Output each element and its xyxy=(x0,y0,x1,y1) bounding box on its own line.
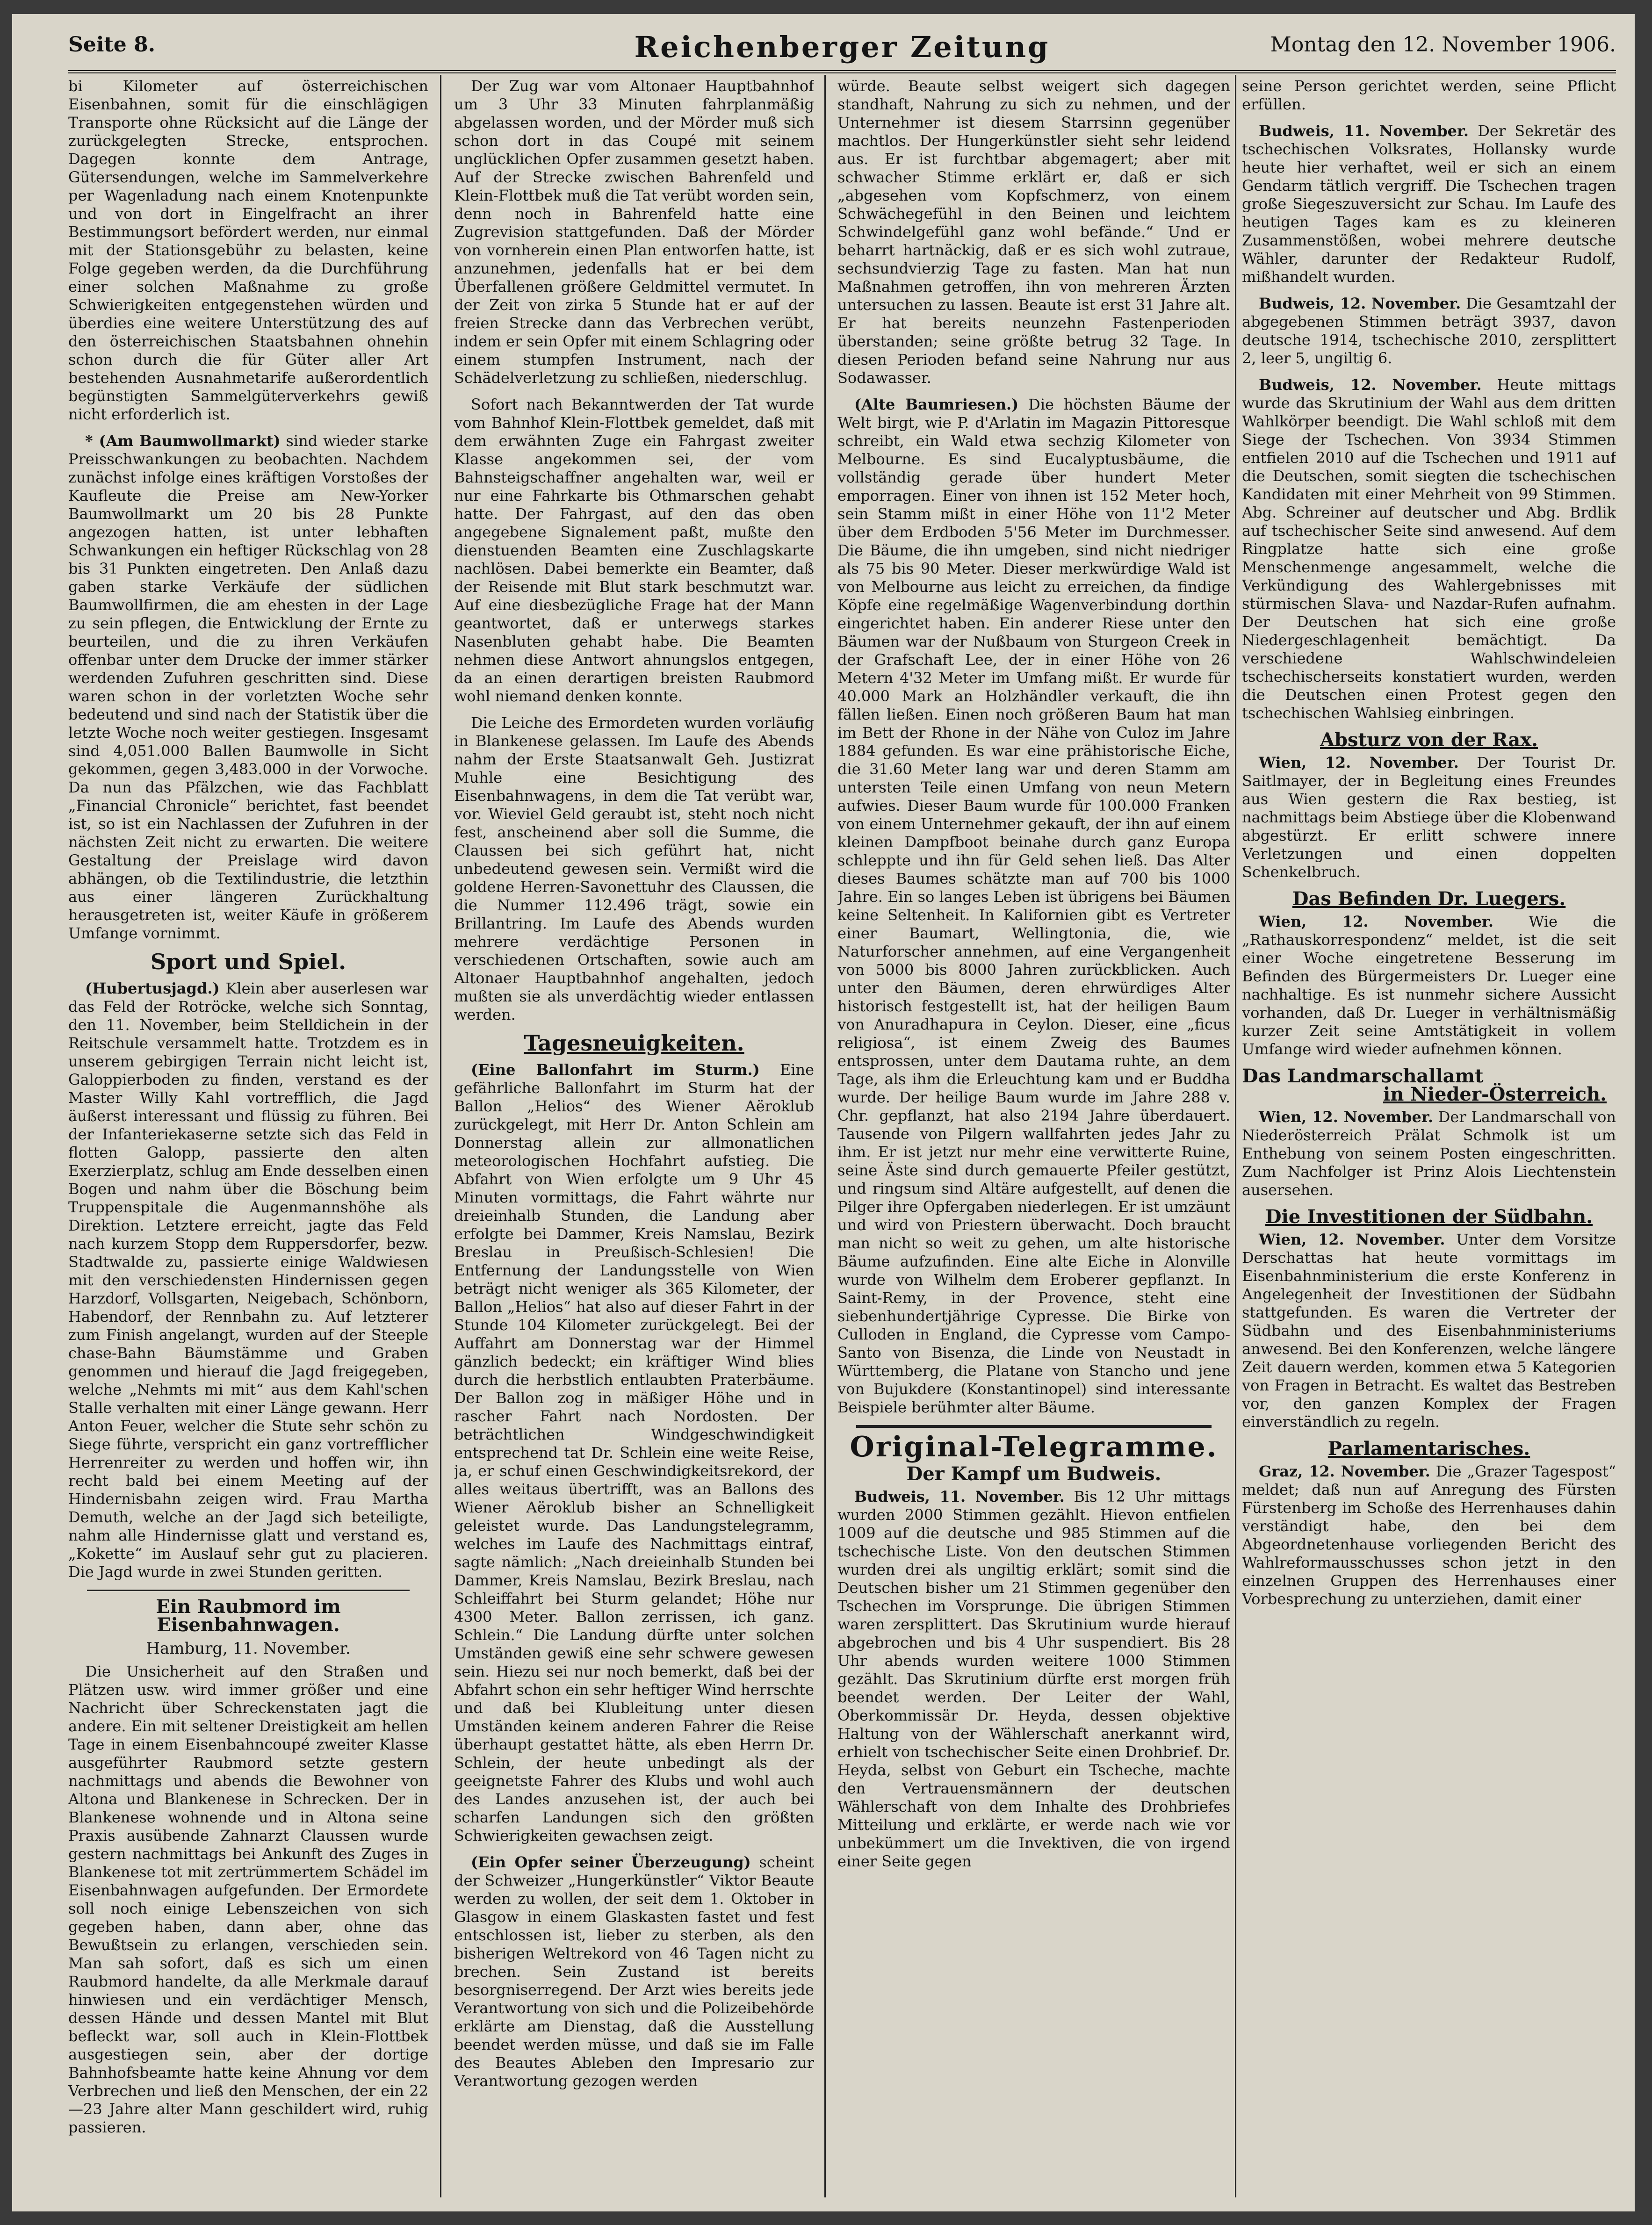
article-paragraph: Sofort nach Bekanntwerden der Tat wurde vom Bahnhof Klein-Flottbek gemeldet, daß mit dem erwähnten Zuge ein Fahrgast zweiter Klasse angekommen sei, der vom Bahnsteigschaffner angehalten war, weil er nur eine Fahrkarte bis Othmarschen gehabt hatte. Der Fahrgast, auf den das oben angegebene Signalement paßt, mußte den dienstuenden Beamten eine Zuschlagskarte nachlösen. Dabei bemerkte ein Beamter, daß der Reisende mit Blut stark beschmutzt war. Auf eine diesbezügliche Frage hat der Mann geantwortet, daß er unterwegs starkes Nasenbluten gehabt habe. Die Beamten nehmen diese Antwort ahnungslos entgegen, da an einen derartigen breisten Raubmord wohl niemand denken konnte. xyxy=(454,396,814,705)
article-paragraph: Der Zug war vom Altonaer Hauptbahnhof um 3 Uhr 33 Minuten fahrplanmäßig abgelassen worden, und der Mörder muß sich schon dort in das Coupé mit seinem unglücklichen Opfer zusammen gesetzt haben. Auf der Strecke zwischen Bahrenfeld und Klein-Flottbek muß die Tat verübt worden sein, denn noch in Bahrenfeld hatte eine Zugrevision stattgefunden. Daß der Mörder von vornherein einen Plan entworfen hatte, ist anzunehmen, jedenfalls hat er bei dem Überfallenen größere Geldmittel vermutet. In der Zeit von zirka 5 Stunde hat er auf der freien Strecke dann das Verbrechen verübt, indem er sein Opfer mit einem Schlagring oder einem stumpfen Instrument, nach der Schädelverletzung zu schließen, niederschlug. xyxy=(454,77,814,387)
article-text: scheint der Schweizer „Hungerkünstler“ Viktor Beaute werden zu wollen, der seit dem 1. Oktober in Glasgow in einem Glaskasten fastet und fest entschlossen ist, lieber zu sterben, als den bisherigen Weltrekord von 46 Tagen nicht zu brechen. Sein Zustand ist bereits besorgniserregend. Der Arzt wies bereits jede Verantwortung von sich und die Polizeibehörde erklärte am Dienstag, daß die Ausstellung beendet werden müsse, und daß sie im Falle des Beautes Ableben den Impresario zur Verantwortung gezogen werden xyxy=(454,1853,814,2090)
headline-raubmord: Ein Raubmord im Eisenbahnwagen. xyxy=(156,1596,341,1636)
dateline: Wien, 12. November. xyxy=(1259,913,1493,930)
dateline: Budweis, 11. November. xyxy=(1259,122,1469,140)
article-text: Der Landmarschall von Niederösterreich Prälat Schmolk ist um Enthebung von seinem Posten eingeschritten. Zum Nachfolger ist Prinz Alois Liechtenstein ausersehen. xyxy=(1242,1108,1616,1199)
article-paragraph xyxy=(68,432,428,943)
article-text: Eine gefährliche Ballonfahrt im Sturm hat der Ballon „Helios“ des Wiener Aëroklub zurückgelegt, mit Herr Dr. Anton Schlein am Donnerstag allein zur allmonatlichen meteorologischen Hochfahrt aufstieg. Die Abfahrt von Wien erfolgte um 9 Uhr 45 Minuten vormittags, die Fahrt währte nur dreieinhalb Stunden, die Landung aber erfolgte bei Dammer, Kreis Namslau, Bezirk Breslau in Preußisch-Schlesien! Die Entfernung der Landungsstelle von Wien beträgt nicht weniger als 365 Kilometer, der Ballon „Helios“ hat also auf dieser Fahrt in der Stunde 104 Kilometer zurückgelegt. Bei der Auffahrt am Donnerstag war der Himmel gänzlich bedeckt; ein kräftiger Wind blies durch die herbstlich entlaubten Praterbäume. Der Ballon zog in mäßiger Höhe und in rascher Fahrt nach Nordosten. Der beträchtlichen Windgeschwindigkeit entsprechend tat Dr. Schlein eine weite Reise, ja, er schuf einen Geschwindigkeitsrekord, der alles weitaus übertrifft, was an Ballons des Wiener Aëroklub bisher an Schnelligkeit geleistet wurde. Das Landungstelegramm, welches im Laufe des Nachmittags eintraf, sagte nämlich: „Nach dreieinhalb Stunden bei Dammer, Kreis Namslau, Bezirk Breslau, nach Schleiffahrt bei Sturm gelandet; Höhe nur 4300 Meter. Ballon zerrissen, ich ganz. Schlein.“ Die Landung dürfte unter solchen Umständen gewiß eine sehr schwere gewesen sein. Hiezu sei nur noch bemerkt, daß bei der Abfahrt schon ein sehr heftiger Wind herrschte und daß bei Klubleitung unter diesen Umständen keinem anderen Fahrer die Reise überhaupt gestattet hätte, als eben Herrn Dr. Schlein, der heute unbedingt als der geeignetste Fahrer des Klubs und wohl auch des Landes anzusehen ist, der auch bei scharfen Landungen sich den größten Schwierigkeiten gewachsen zeigt. xyxy=(454,1061,814,1844)
article-text: Heute mittags wurde das Skrutinium der Wahl aus dem dritten Wahlkörper beendigt. Die Wahl schloß mit dem Siege der Tschechen. Von 3934 Stimmen entfielen 2010 auf die Tschechen und 1911 auf die Deutschen, somit siegten die tschechischen Kandidaten mit einer Mehrheit von 99 Stimmen. Abg. Schreiner auf deutscher und Abg. Brdlik auf tschechischer Seite sind anwesend. Auf dem Ringplatze hatte sich eine große Menschenmenge angesammelt, welche die Verkündigung des Wahlergebnisses mit stürmischen Slava- und Nazdar-Rufen aufnahm. Der Deutschen hat sich eine große Niedergeschlagenheit bemächtigt. Da verschiedene Wahlschwindeleien tschechischerseits konstatiert wurden, werden die Deutschen einen Protest gegen den tschechischen Wahlsieg einbringen. xyxy=(1242,376,1616,722)
article-paragraph: seine Person gerichtet werden, seine Pflicht erfüllen. xyxy=(1242,77,1616,113)
page-header xyxy=(68,30,1616,73)
article-paragraph: Die Leiche des Ermordeten wurden vorläufig in Blankenese gelassen. Im Laufe des Abends nahm der Erste Staatsanwalt Geh. Justizrat Muhle eine Besichtigung des Eisenbahnwagens, in dem die Tat verübt war, vor. Wieviel Geld geraubt ist, steht noch nicht fest, anscheinend aber soll die Summe, die Claussen bei sich geführt hat, nicht unbedeutend gewesen sein. Vermißt wird die goldene Herren-Savonettuhr des Claussen, die die Nummer 112.496 trägt, sowie ein Brillantring. Im Laufe des Abends wurden mehrere verdächtige Personen in verschiedenen Ortschaften, sowie auch am Altonaer Hauptbahnhof angehalten, jedoch mußten sie als unverdächtig wieder entlassen werden. xyxy=(454,714,814,1023)
dateline: Wien, 12. November. xyxy=(1259,1108,1433,1126)
newspaper-title: Reichenberger Zeitung xyxy=(634,30,1050,64)
article-lead: * (Am Baumwollmarkt) xyxy=(85,432,281,450)
dateline: Wien, 12. November. xyxy=(1259,754,1459,771)
article-text: Die „Grazer Tagespost“ meldet; daß nun auf Anregung des Fürsten Fürstenberg im Schoße des Herrenhauses dahin verständigt habe, den bei dem Abgeordnetenhause vorliegenden Bericht des Wahlreformausschusses schon jetzt in den einzelnen Gruppen des Herrenhauses einer Vorbesprechung zu unterziehen, damit einer xyxy=(1242,1462,1616,1608)
dateline: Budweis, 12. November. xyxy=(1259,295,1461,312)
headline-suedbahn: Die Investitionen der Südbahn. xyxy=(1265,1206,1593,1228)
article-paragraph xyxy=(837,396,1230,1417)
column-divider xyxy=(1235,75,1236,2197)
article-paragraph xyxy=(837,1488,1230,1871)
article-paragraph xyxy=(1242,295,1616,367)
article-text: Unter dem Vorsitze Derschattas hat heute vormittags im Eisenbahnministerium die erste Konferenz in Angelegenheit der Investitionen der Südbahn stattgefunden. Es waren die Vertreter der Südbahn und des Eisenbahnministeriums anwesend. Bei den Konferenzen, welche längere Zeit dauern werden, kommen etwa 5 Kategorien von Fragen in Betracht. Es waltet das Bestreben vor, den ganzen Komplex der Fragen einverständlich zu regeln. xyxy=(1242,1231,1616,1431)
article-paragraph xyxy=(1242,913,1616,1058)
headline-parlamentarisches: Parlamentarisches. xyxy=(1327,1438,1530,1460)
page-number: Seite 8. xyxy=(68,33,156,57)
section-title-tagesneuigkeiten: Tagesneuigkeiten. xyxy=(524,1030,744,1056)
headline-landmarschall: Das Landmarschallamt xyxy=(1242,1065,1484,1087)
article-paragraph: würde. Beaute selbst weigert sich dagegen standhaft, Nahrung zu sich zu nehmen, und der Unternehmer ist diesem Starrsinn gegenüber machtlos. Der Hungerkünstler sieht sehr leidend aus. Er ist furchtbar abgemagert; aber mit schwacher Stimme erklärt er, daß er sich „abgesehen vom Kopfschmerz, von einem Schwächegefühl in den Beinen und leichtem Schwindelgefühl ganz wohl befände.“ Und er beharrt hartnäckig, daß er es sich wohl zutraue, sechsundvierzig Tage zu fasten. Man hat nun Maßnahmen getroffen, ihn von mehreren Ärzten untersuchen zu lassen. Beaute ist erst 31 Jahre alt. Er hat bereits neunzehn Fastenperioden überstanden; seine größte betrug 32 Tage. In diesen Perioden befand seine Nahrung nur aus Sodawasser. xyxy=(837,77,1230,387)
article-lead: (Alte Baumriesen.) xyxy=(854,396,1019,413)
article-paragraph xyxy=(1242,376,1616,722)
article-paragraph: Die Unsicherheit auf den Straßen und Plätzen usw. wird immer größer und eine Nachricht über Schreckenstaten jagt die andere. Ein mit seltener Dreistigkeit am hellen Tage in einem Eisenbahncoupé zweiter Klasse ausgeführter Raubmord setzte gestern nachmittags und abends die Bewohner von Altona und Blankenese in Schrecken. Der in Blankenese wohnende und in Altona seine Praxis ausübende Zahnarzt Claussen wurde gestern nachmittags bei Ankunft des Zuges in Blankenese tot mit zertrümmertem Schädel im Eisenbahnwagen aufgefunden. Der Ermordete soll noch einige Lebenszeichen von sich gegeben haben, dann aber, ohne das Bewußtsein zu erlangen, verschieden sein. Man sah sofort, daß es sich um einen Raubmord handelte, da alle Merkmale darauf hinwiesen und ein verdächtiger Mensch, dessen Hände und dessen Mantel mit Blut befleckt war, soll auch in Klein-Flottbek ausgestiegen sein, aber der dortige Bahnhofsbeamte hatte keine Ahnung vor dem Verbrechen und ließ den Menschen, der ein 22—23 Jahre alter Mann geschildert wird, ruhig passieren. xyxy=(68,1663,428,2136)
dateline: Budweis, 12. November. xyxy=(1259,376,1482,394)
divider xyxy=(856,1425,1212,1428)
article-lead: (Ein Opfer seiner Überzeugung) xyxy=(471,1853,751,1871)
headline-lueger: Das Befinden Dr. Luegers. xyxy=(1292,888,1566,910)
section-title-sport: Sport und Spiel. xyxy=(150,949,346,974)
headline-rax: Absturz von der Rax. xyxy=(1320,729,1538,751)
dateline: Wien, 12. November. xyxy=(1259,1231,1445,1248)
article-text: Klein aber auserlesen war das Feld der Rotröcke, welche sich Sonntag, den 11. November, beim Stelldichein in der Reitschule versammelt hatte. Trotzdem es in unserem gebirgigen Terrain nicht leicht ist, Galoppierboden zu finden, verstand es der Master Willy Kahl vortrefflich, die Jagd äußerst interessant und flüssig zu führen. Bei der Infanteriekaserne setzte sich das Feld in flotten Galopp, passierte den alten Exerzierplatz, schlug am Ende desselben einen Bogen und nahm über die Böschung beim Truppenspitale die Augenmannshöhe als Direktion. Letztere erreicht, jagte das Feld nach kurzem Stopp dem Ruppersdorfer, bezw. Stadtwalde zu, passierte einige Waldwiesen mit den verschiedensten Hindernissen gegen Harzdorf, Vollsgarten, Neigebach, Schönborn, Habendorf, der Rennbahn zu. Auf letzterer zum Finish angelangt, wurden auf der Steeple chase-Bahn Bäumstämme und Graben genommen und hierauf die Jagd freigegeben, welche „Nehmts mi mit“ aus dem Kahl'schen Stalle verhalten mit einer Länge gewann. Herr Anton Feuer, welcher die Stute sehr schön zu Siege führte, verspricht ein ganz vortrefflicher Herrenreiter zu werden und hoffen wir, ihn recht bald bei einem Meeting auf der Hindernisbahn zeigen wird. Frau Martha Demuth, welche an der Jagd sich beteiligte, nahm alle Hindernisse glatt und verstand es, „Kokette“ im Auslauf sehr gut zu placieren. Die Jagd wurde in zwei Stunden geritten. xyxy=(68,979,428,1581)
article-lead: (Eine Ballonfahrt im Sturm.) xyxy=(471,1061,760,1079)
article-paragraph xyxy=(454,1853,814,2090)
column-divider xyxy=(824,75,826,2197)
article-paragraph xyxy=(1242,754,1616,881)
article-paragraph xyxy=(68,979,428,1581)
column-2 xyxy=(454,77,814,2197)
article-paragraph xyxy=(454,1061,814,1845)
article-paragraph xyxy=(1242,122,1616,286)
dateline: Hamburg, 11. November. xyxy=(146,1639,351,1658)
headline-landmarschall-2: in Nieder-Österreich. xyxy=(1383,1083,1607,1105)
article-text: Die Gesamtzahl der abgegebenen Stimmen beträgt 3937, davon deutsche 1914, tschechische 2010, zersplittert 2, leer 5, ungiltig 6. xyxy=(1242,295,1616,367)
issue-date: Montag den 12. November 1906. xyxy=(1270,33,1616,57)
column-1 xyxy=(68,77,428,2197)
dateline: Budweis, 11. November. xyxy=(854,1488,1065,1505)
newspaper-page xyxy=(12,14,1635,2211)
dateline: Graz, 12. November. xyxy=(1259,1462,1430,1480)
article-text: Bis 12 Uhr mittags wurden 2000 Stimmen gezählt. Hievon entfielen 1009 auf die deutsche und 985 Stimmen auf die tschechische Liste. Von den deutschen Stimmen wurden drei als ungiltig erklärt; somit sind die Deutschen bisher um 21 Stimmen gegenüber den Tschechen im Vorsprunge. Die übrigen Stimmen waren zersplittert. Das Skrutinium wurde hierauf abgebrochen und bis 4 Uhr suspendiert. Bis 28 Uhr abends wurden weitere 1000 Stimmen gezählt. Das Skrutinium dürfte erst morgen früh beendet werden. Der Leiter der Wahl, Oberkommissär Dr. Heyda, dessen objektive Haltung von der Wählerschaft anerkannt wird, erhielt von tschechischer Seite einen Drohbrief. Dr. Heyda, selbst von Geburt ein Tscheche, machte den Vertrauensmännern der deutschen Wählerschaft von dem Inhalte des Drohbriefes Mitteilung und erklärte, er werde nach wie vor unbekümmert um die Invektiven, die von irgend einer Seite gegen xyxy=(837,1488,1230,1870)
column-divider xyxy=(440,75,441,2197)
article-paragraph xyxy=(1242,1231,1616,1431)
article-paragraph: bi Kilometer auf österreichischen Eisenbahnen, somit für die einschlägigen Transporte ohne Rücksicht auf die Länge der zurückgelegten Strecke, entsprochen. Dagegen konnte dem Antrage, Gütersendungen, welche im Sammelverkehre per Wagenladung nach einem Knotenpunkte und von dort in Eingelfracht an ihrer Bestimmungsort befördert werden, nur einmal mit der Stationsgebühr zu belasten, keine Folge gegeben werden, da die Durchführung einer solchen Maßnahme zu große Schwierigkeiten entgegenstehen würden und überdies eine weitere Unterstützung des auf den österreichischen Staatsbahnen ohnehin schon durch die für Güter aller Art bestehenden Ausnahmetarife außerordentlich begünstigten Sammelgüterverkehrs gewiß nicht erforderlich ist. xyxy=(68,77,428,423)
article-text: Der Tourist Dr. Saitlmayer, der in Begleitung eines Freundes aus Wien gestern die Rax bestieg, ist nachmittags beim Abstiege über die Klobenwand abgestürzt. Er erlitt schwere innere Verletzungen und einen doppelten Schenkelbruch. xyxy=(1242,754,1616,881)
article-paragraph xyxy=(1242,1108,1616,1199)
article-text: Die höchsten Bäume der Welt birgt, wie P. d'Arlatin im Magazin Pittoresque schreibt, ein Wald etwa sechzig Kilometer von Melbourne. Es sind Eucalyptusbäume, die vollständig gerade über hundert Meter emporragen. Einer von ihnen ist 152 Meter hoch, sein Stamm mißt in einer Höhe von 11'2 Meter über dem Erdboden 5'56 Meter im Durchmesser. Die Bäume, die ihn umgeben, sind nicht niedriger als 75 bis 90 Meter. Dieser merkwürdige Wald ist von Melbourne aus leicht zu erreichen, da findige Köpfe eine regelmäßige Wagenverbindung dorthin eingerichtet haben. Ein anderer Riese unter den Bäumen war der Nußbaum von Sturgeon Creek in der Grafschaft Lee, der in einer Höhe von 26 Metern 4'32 Meter im Umfang mißt. Er wurde für 40.000 Mark an Holzhändler verkauft, die ihn fällen ließen. Einen noch größeren Baum hat man im Bett der Rhone in der Nähe von Culoz im Jahre 1884 gefunden. Es war eine prähistorische Eiche, die 31.60 Meter lang war und deren Stamm am untersten Teile einen Umfang von neun Metern aufwies. Dieser Baum wurde für 100.000 Franken von einem Unternehmer gekauft, der ihn auf einem kleinen Dampfboot beinahe durch ganz Europa schleppte und ihn für Geld sehen ließ. Das Alter dieses Baumes schätzte man auf 700 bis 1000 Jahre. Ein so langes Leben ist übrigens bei Bäumen keine Seltenheit. In Kalifornien gibt es Vertreter einer Baumart, Wellingtonia, die, wie Naturforscher annehmen, auf eine Vergangenheit von 5000 bis 8000 Jahren zurückblicken. Auch unter den Bäumen, deren ehrwürdiges Alter historisch festgestellt ist, hat der heiligen Baum von Anuradhapura in Ceylon. Dieser, eine „ficus religiosa“, ist einem Zweig des Baumes entsprossen, unter dem Dautama ruhte, an dem Tage, als ihm die Erleuchtung kam und er Buddha wurde. Der heilige Baum wurde im Jahre 288 v. Chr. gepflanzt, hat also 2194 Jahre überdauert. Tausende von Pilgern wallfahrten jedes Jahr zu ihm. Er ist jetzt nur mehr eine verwitterte Ruine, seine Äste sind durch gemauerte Pfeiler gestützt, und ringsum sind Altäre aufgestellt, auf denen die Pilger ihre Opfergaben niederlegen. Er ist umzäunt und wird von Priestern überwacht. Doch braucht man nicht so weit zu gehen, um alte historische Bäume aufzufinden. Eine alte Eiche in Alonville wurde von Wilhelm dem Eroberer gepflanzt. In Saint-Remy, in der Provence, steht eine siebenhundertjährige Cypresse. Die Birke von Culloden in England, die Cypresse vom Campo-Santo von Bisenza, die Linde von Neustadt in Württemberg, die Platane von Stancho und jene von Bujukdere (Konstantinopel) sind interessante Beispiele berühmter alter Bäume. xyxy=(837,396,1230,1416)
article-text: Wie die „Rathauskorrespondenz“ meldet, ist die seit einer Woche eingetretene Besserung im Befinden des Bürgermeisters Dr. Lueger eine nachhaltige. Es ist nunmehr sichere Aussicht vorhanden, daß Dr. Lueger in verhältnismäßig kurzer Zeit seine Amtstätigkeit in vollem Umfange wird wieder aufnehmen können. xyxy=(1242,913,1616,1058)
headline-budweis: Der Kampf um Budweis. xyxy=(906,1463,1161,1485)
column-3 xyxy=(837,77,1230,2197)
column-4 xyxy=(1242,77,1616,2197)
divider xyxy=(87,1590,410,1591)
article-paragraph xyxy=(1242,1462,1616,1608)
article-text: Der Sekretär des tschechischen Volksrates, Hollansky wurde heute hier verhaftet, weil er sich an einem Gendarm tätlich vergriff. Die Tschechen tragen große Siegeszuversicht zur Schau. Im Laufe des heutigen Tages kam es zu kleineren Zusammenstößen, wobei mehrere deutsche Wähler, darunter der Redakteur Rudolf, mißhandelt wurden. xyxy=(1242,122,1616,286)
article-text: sind wieder starke Preisschwankungen zu beobachten. Nachdem zunächst infolge eines kräftigen Vorstoßes der Kaufleute die Preise am New-Yorker Baumwollmarkt um 20 bis 28 Punkte angezogen hatten, ist unter lebhaften Schwankungen ein heftiger Rückschlag von 28 bis 31 Punkten eingetreten. Den Anlaß dazu gaben starke Verkäufe der südlichen Baumwollfirmen, die am ehesten in der Lage zu sein pflegen, die Entwicklung der Ernte zu beurteilen, und die zu ihren Verkäufen offenbar unter dem Drucke der immer stärker werdenden Zufuhren geschritten sind. Diese waren schon in der vorletzten Woche sehr bedeutend und sind nach der Statistik über die letzte Woche noch weiter gestiegen. Insgesamt sind 4,051.000 Ballen Baumwolle in Sicht gekommen, gegen 3,483.000 in der Vorwoche. Da nun das Pfälzchen, wie das Fachblatt „Financial Chronicle“ berichtet, fast beendet ist, so ist ein Nachlassen der Zufuhren in der nächsten Zeit nicht zu erwarten. Die weitere Gestaltung der Preislage wird davon abhängen, ob die Textilindustrie, die letzthin aus einer längeren Zurückhaltung herausgetreten ist, weiter Käufe in größerem Umfange vornimmt. xyxy=(68,432,428,942)
article-lead: (Hubertusjagd.) xyxy=(85,979,220,997)
section-title-telegramme: Original-Telegramme. xyxy=(850,1431,1218,1463)
